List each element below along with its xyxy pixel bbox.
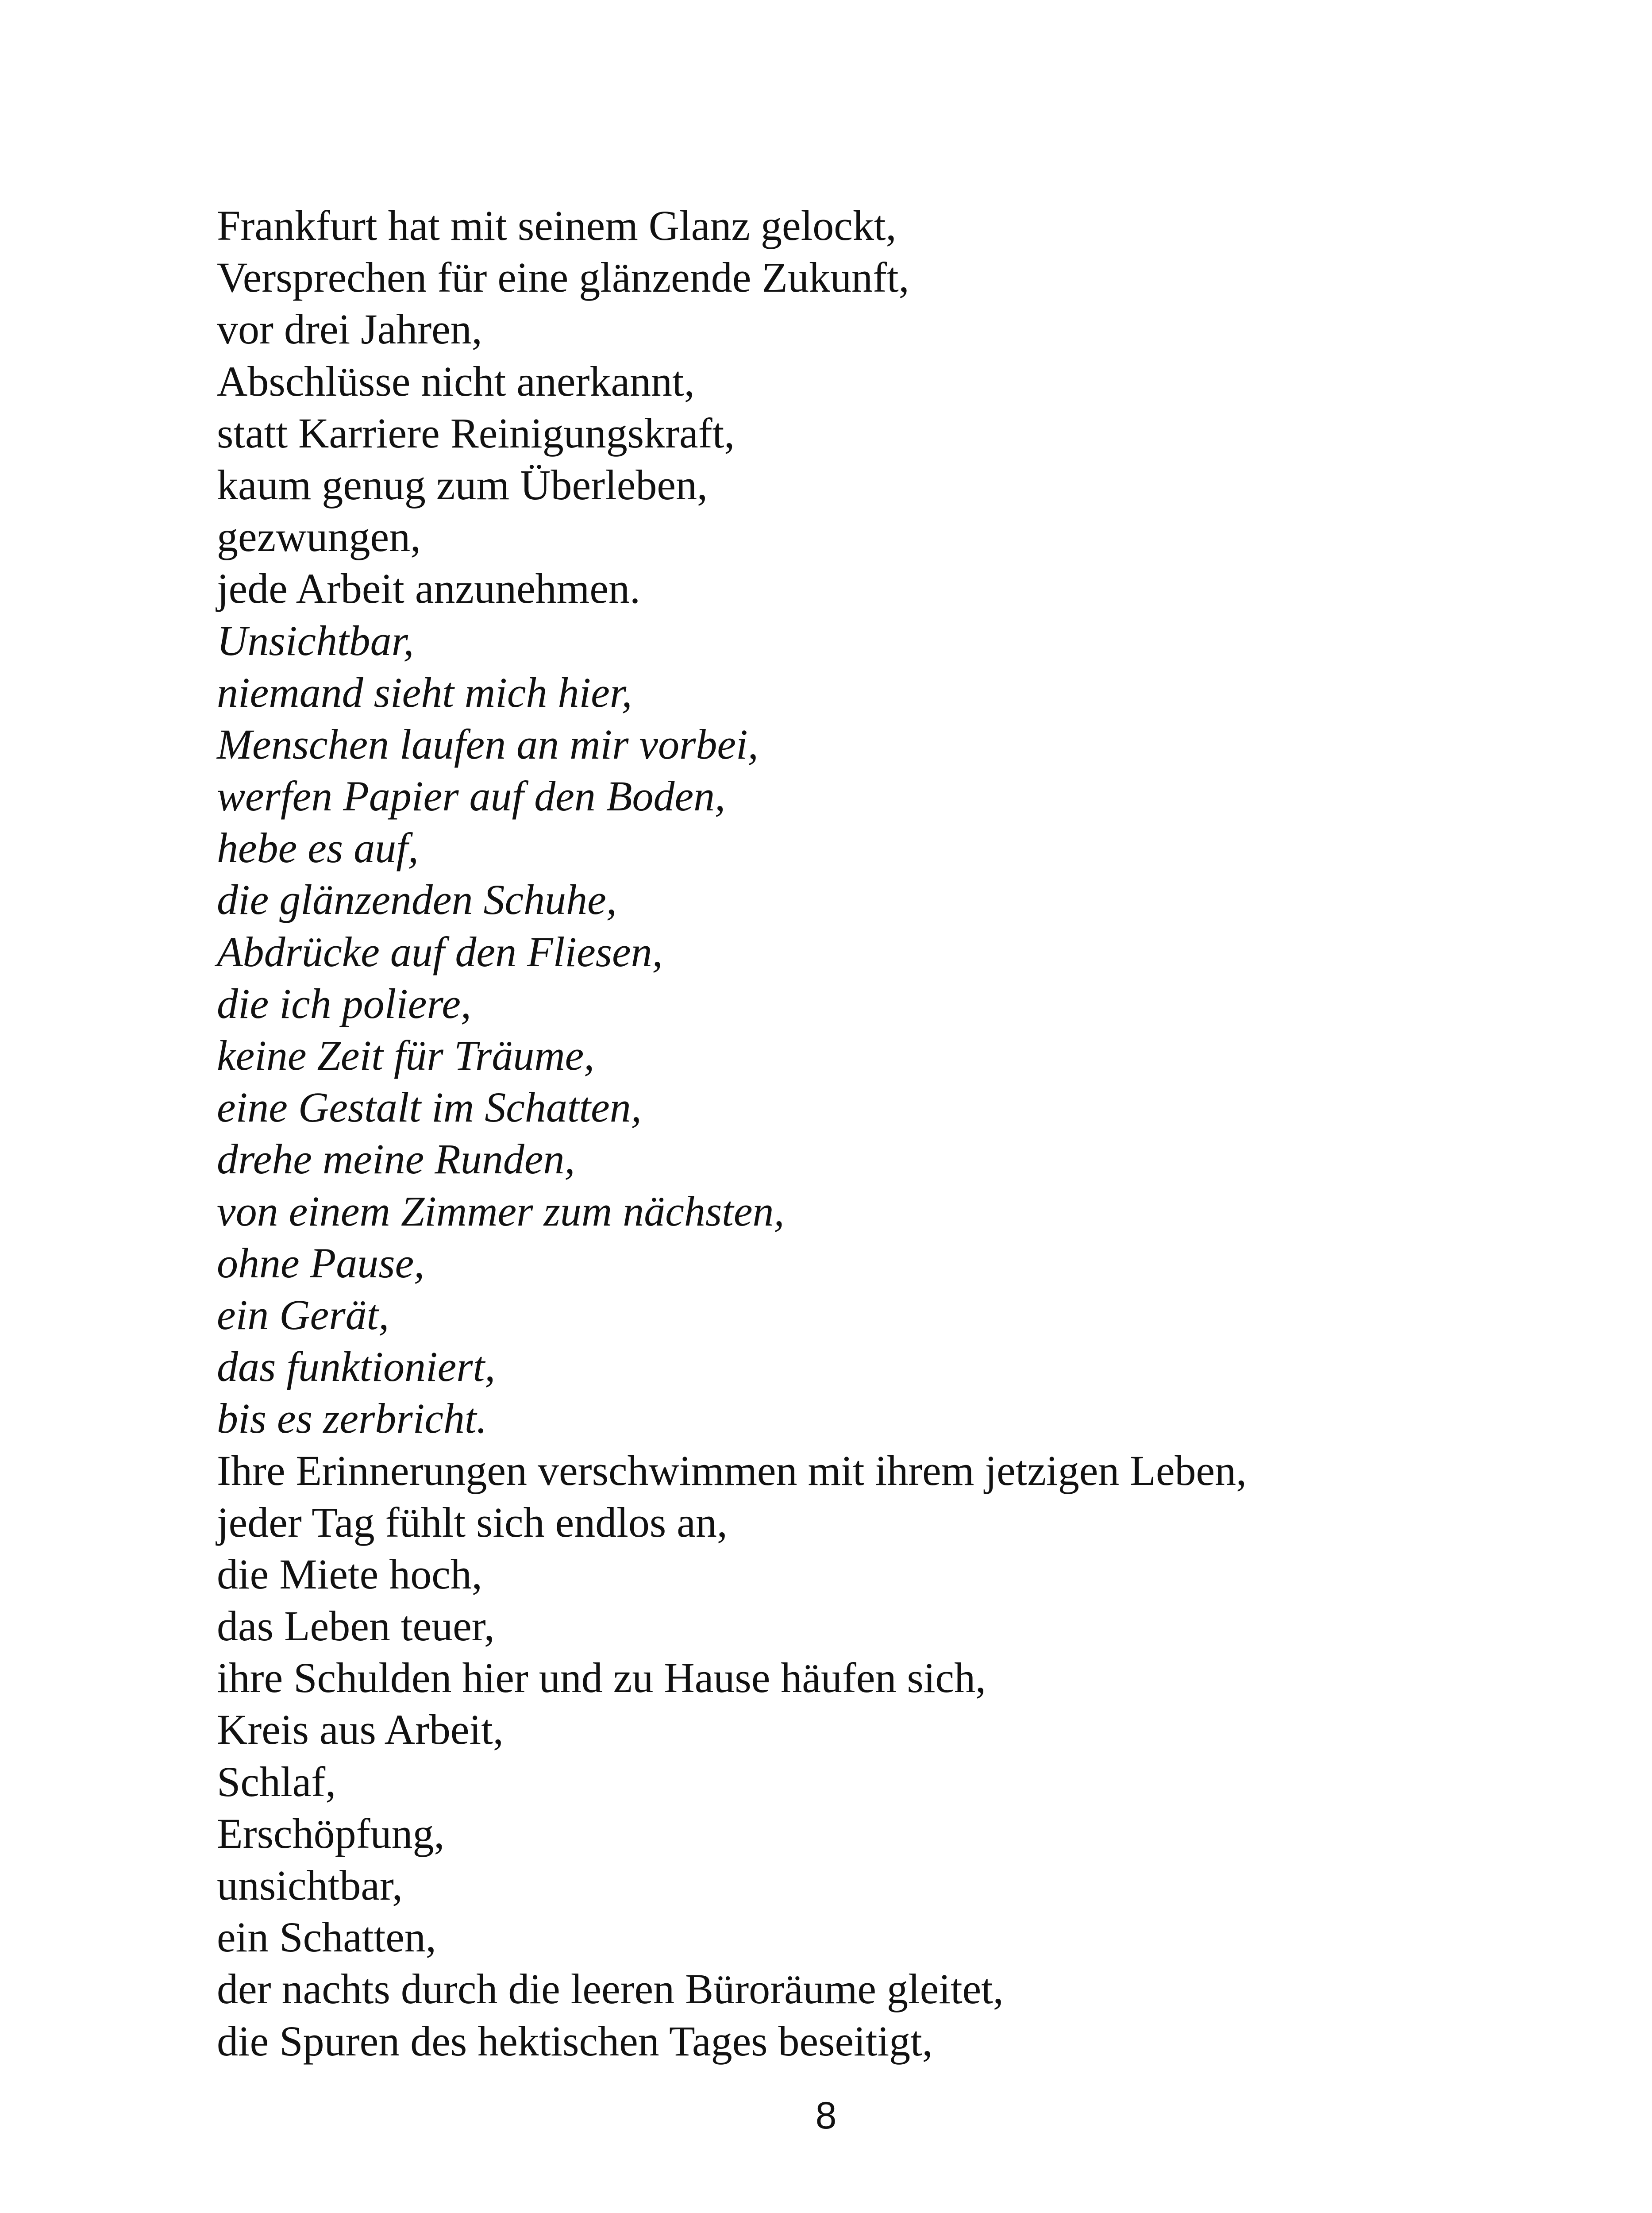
poem-line: die glänzenden Schuhe, [217,876,617,924]
poem-line: bis es zerbricht. [217,1395,487,1442]
poem-line: Abschlüsse nicht anerkannt, [217,357,695,405]
poem-line: statt Karriere Reinigungskraft, [217,409,735,457]
poem-line: Schlaf, [217,1758,336,1805]
poem-line: jeder Tag fühlt sich endlos an, [217,1498,728,1546]
poem-line: die Spuren des hektischen Tages beseitigt, [217,2017,933,2065]
poem-line: Versprechen für eine glänzende Zukunft, [217,254,909,301]
poem-line: eine Gestalt im Schatten, [217,1083,642,1131]
poem-line: unsichtbar, [217,1862,403,1909]
poem-line: Menschen laufen an mir vorbei, [217,720,759,768]
poem-line: ihre Schulden hier und zu Hause häufen sich, [217,1654,986,1702]
poem-line: jede Arbeit anzunehmen. [217,565,640,613]
poem-text [217,200,1247,2067]
poem-line: niemand sieht mich hier, [217,668,632,716]
page-number: 8 [815,2094,837,2137]
poem-line: keine Zeit für Träume, [217,1032,595,1079]
poem-line: Abdrücke auf den Fliesen, [217,928,663,975]
poem-line: Frankfurt hat mit seinem Glanz gelockt, [217,202,897,249]
poem-line: hebe es auf, [217,824,419,872]
poem-line: der nachts durch die leeren Büroräume gleitet, [217,1965,1004,2013]
poem-line: Kreis aus Arbeit, [217,1706,504,1754]
poem-line: die ich poliere, [217,979,471,1027]
poem-line: von einem Zimmer zum nächsten, [217,1187,785,1235]
poem-line: das funktioniert, [217,1343,496,1391]
poem-line: kaum genug zum Überleben, [217,461,708,509]
poem-line: gezwungen, [217,513,421,561]
poem-line: ein Gerät, [217,1291,389,1338]
poem-line: werfen Papier auf den Boden, [217,772,726,820]
poem-line: Ihre Erinnerungen verschwimmen mit ihrem jetzigen Leben, [217,1446,1247,1494]
poem-line: vor drei Jahren, [217,305,482,353]
poem-line: drehe meine Runden, [217,1135,575,1183]
poem-line: Erschöpfung, [217,1809,445,1857]
poem-line: ohne Pause, [217,1239,425,1287]
poem-line: Unsichtbar, [217,617,414,664]
poem-line: das Leben teuer, [217,1602,495,1650]
poem-line: die Miete hoch, [217,1550,482,1598]
poem-line: ein Schatten, [217,1913,436,1961]
